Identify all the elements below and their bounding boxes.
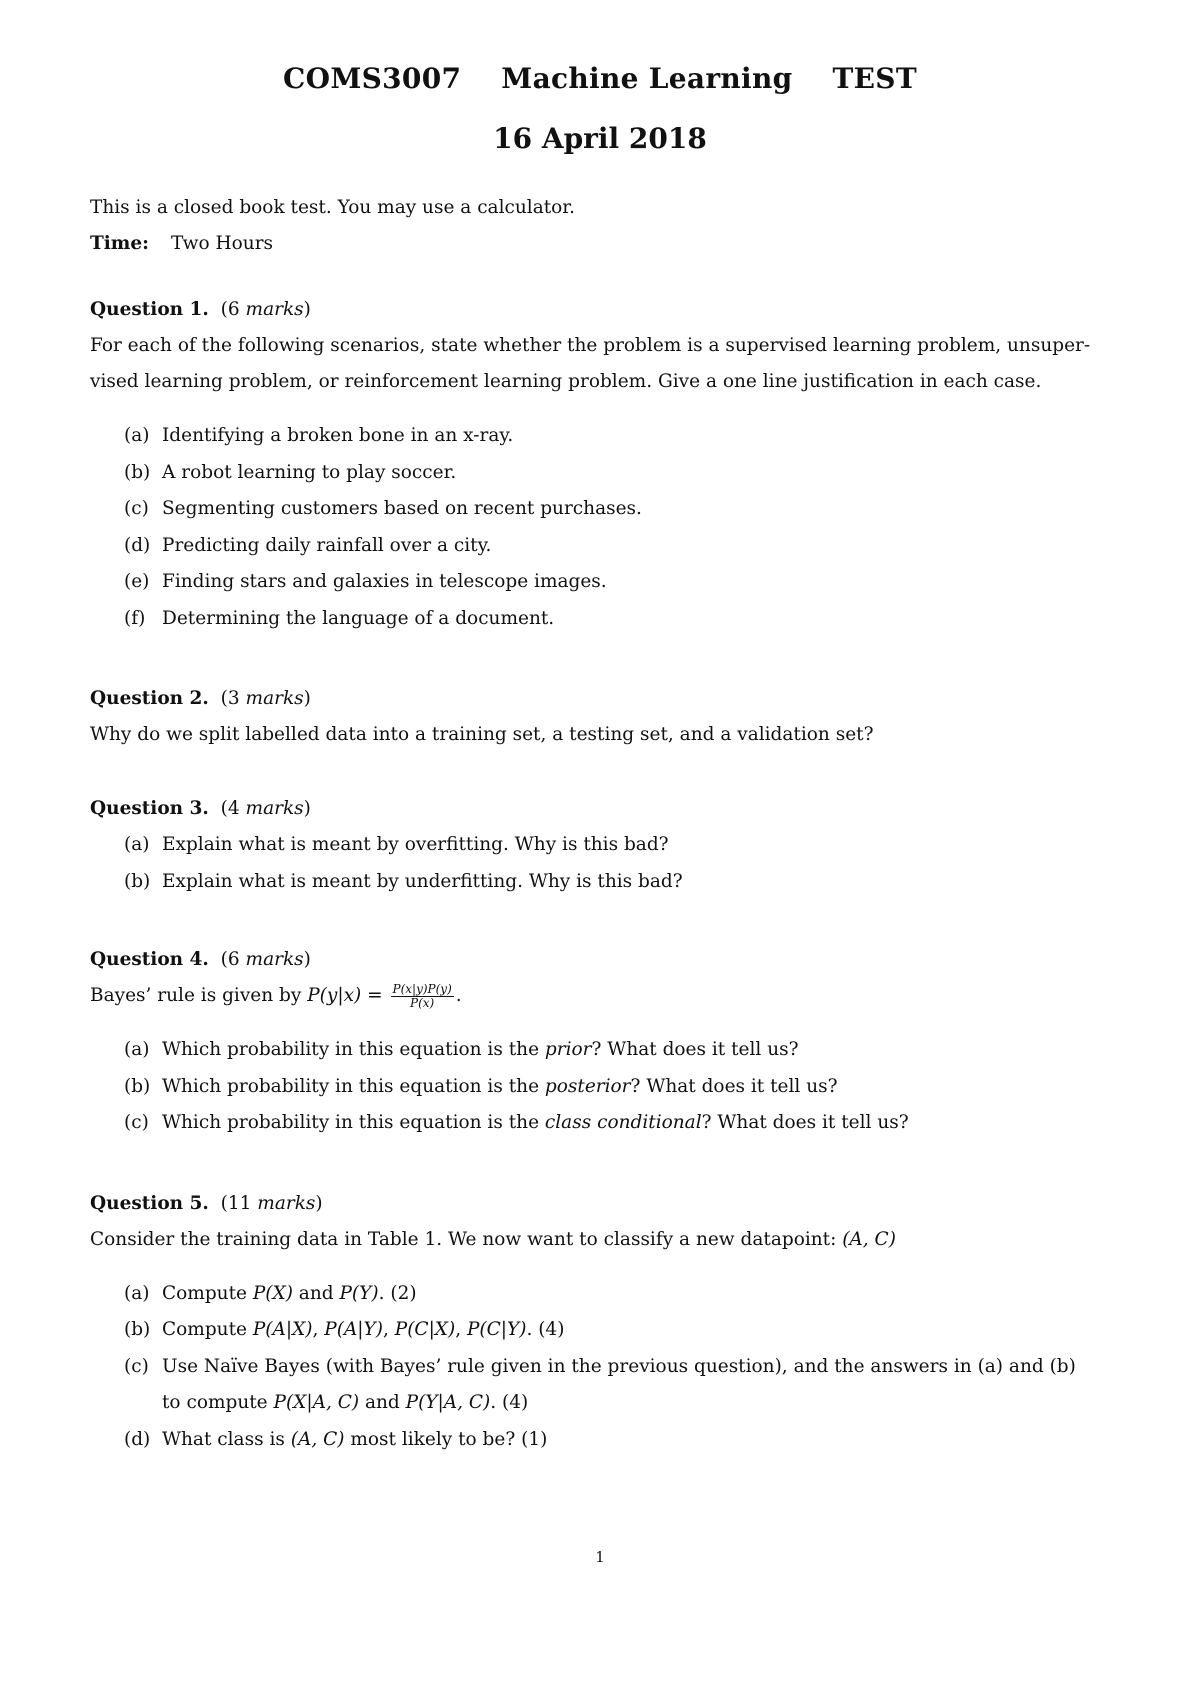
question-title: Question 5. <box>90 1192 209 1214</box>
document-body <box>90 190 1115 1458</box>
question-title: Question 2. <box>90 688 209 709</box>
list-item: (c) Segmenting customers based on recent purchases. <box>124 498 642 519</box>
question-heading <box>90 791 1115 827</box>
question-marks: (6 marks) <box>220 949 311 970</box>
list-item: (b) Compute P(A|X), P(A|Y), P(C|X), P(C|Y). (4) <box>124 1319 565 1340</box>
time-value: Two Hours <box>170 233 274 254</box>
question-4 <box>90 942 1115 1142</box>
question-heading <box>90 292 1115 328</box>
question-marks: (6 marks) <box>220 299 311 320</box>
list-item: (a) Compute P(X) and P(Y). (2) <box>124 1282 417 1304</box>
time-label: Time: <box>90 233 149 254</box>
question-heading <box>90 942 1115 978</box>
list-item: (d) What class is (A, C) most likely to be? (1) <box>124 1428 548 1450</box>
question-body-line: Consider the training data in Table 1. We now want to classify a new datapoint: (A, C) <box>90 1228 896 1250</box>
question-items <box>90 418 1115 637</box>
question-items <box>90 827 1115 900</box>
list-item: (a) Identifying a broken bone in an x-ray. <box>124 425 514 446</box>
list-item: (c) Use Naïve Bayes (with Bayes’ rule given in the previous question), and the answers in (a) and (b) to compute P(X|A, C) and P(Y|A, C). (4) <box>124 1355 1076 1413</box>
list-item: (f) Determining the language of a document. <box>124 607 555 629</box>
list-item: (a) Which probability in this equation is the prior? What does it tell us? <box>124 1039 799 1060</box>
bayes-rule-line: Bayes’ rule is given by P(y|x) = $\frac{P(x|y)P(y)}{P(x)}$ . <box>90 981 462 1010</box>
list-item: (e) Finding stars and galaxies in telescope images. <box>124 571 607 592</box>
question-body-line: vised learning problem, or reinforcement learning problem. Give a one line justification in each case. <box>90 371 1042 392</box>
list-item: (b) Explain what is meant by underfitting. Why is this bad? <box>124 870 683 892</box>
list-item: (a) Explain what is meant by overfitting. Why is this bad? <box>124 834 669 855</box>
instructions: This is a closed book test. You may use a calculator. <box>90 197 575 218</box>
document-title <box>0 62 1200 95</box>
formula-lhs: P(y|x) = <box>307 985 383 1006</box>
question-title: Question 3. <box>90 798 209 819</box>
question-title: Question 4. <box>90 949 209 970</box>
list-item: (d) Predicting daily rainfall over a city. <box>124 534 492 556</box>
question-items <box>90 1032 1115 1142</box>
list-item: (b) A robot learning to play soccer. <box>124 461 457 483</box>
question-title: Question 1. <box>90 299 209 320</box>
formula-fraction: $\frac{P(x|y)P(y)}{P(x)}$ <box>392 981 452 1010</box>
question-heading <box>90 681 1115 717</box>
course-code: COMS3007 <box>283 62 462 95</box>
list-item: (c) Which probability in this equation is the class conditional? What does it tell us? <box>124 1112 909 1133</box>
question-2 <box>90 681 1115 753</box>
question-3 <box>90 791 1115 900</box>
question-5 <box>90 1186 1115 1459</box>
document-date: 16 April 2018 <box>493 122 707 155</box>
list-item: (b) Which probability in this equation is the posterior? What does it tell us? <box>124 1075 838 1097</box>
question-items <box>90 1276 1115 1459</box>
question-heading <box>90 1186 1115 1222</box>
time-line <box>90 226 1115 262</box>
doc-type: TEST <box>832 62 917 95</box>
page-number: 1 <box>595 1548 605 1566</box>
question-marks: (11 marks) <box>220 1192 323 1214</box>
course-name: Machine Learning <box>501 62 793 95</box>
question-marks: (3 marks) <box>220 688 311 709</box>
question-body-line: Why do we split labelled data into a training set, a testing set, and a validation set? <box>90 724 874 745</box>
question-1 <box>90 292 1115 637</box>
question-body-line: For each of the following scenarios, state whether the problem is a supervised learning problem, unsuper- <box>90 335 1091 356</box>
question-marks: (4 marks) <box>220 798 311 819</box>
